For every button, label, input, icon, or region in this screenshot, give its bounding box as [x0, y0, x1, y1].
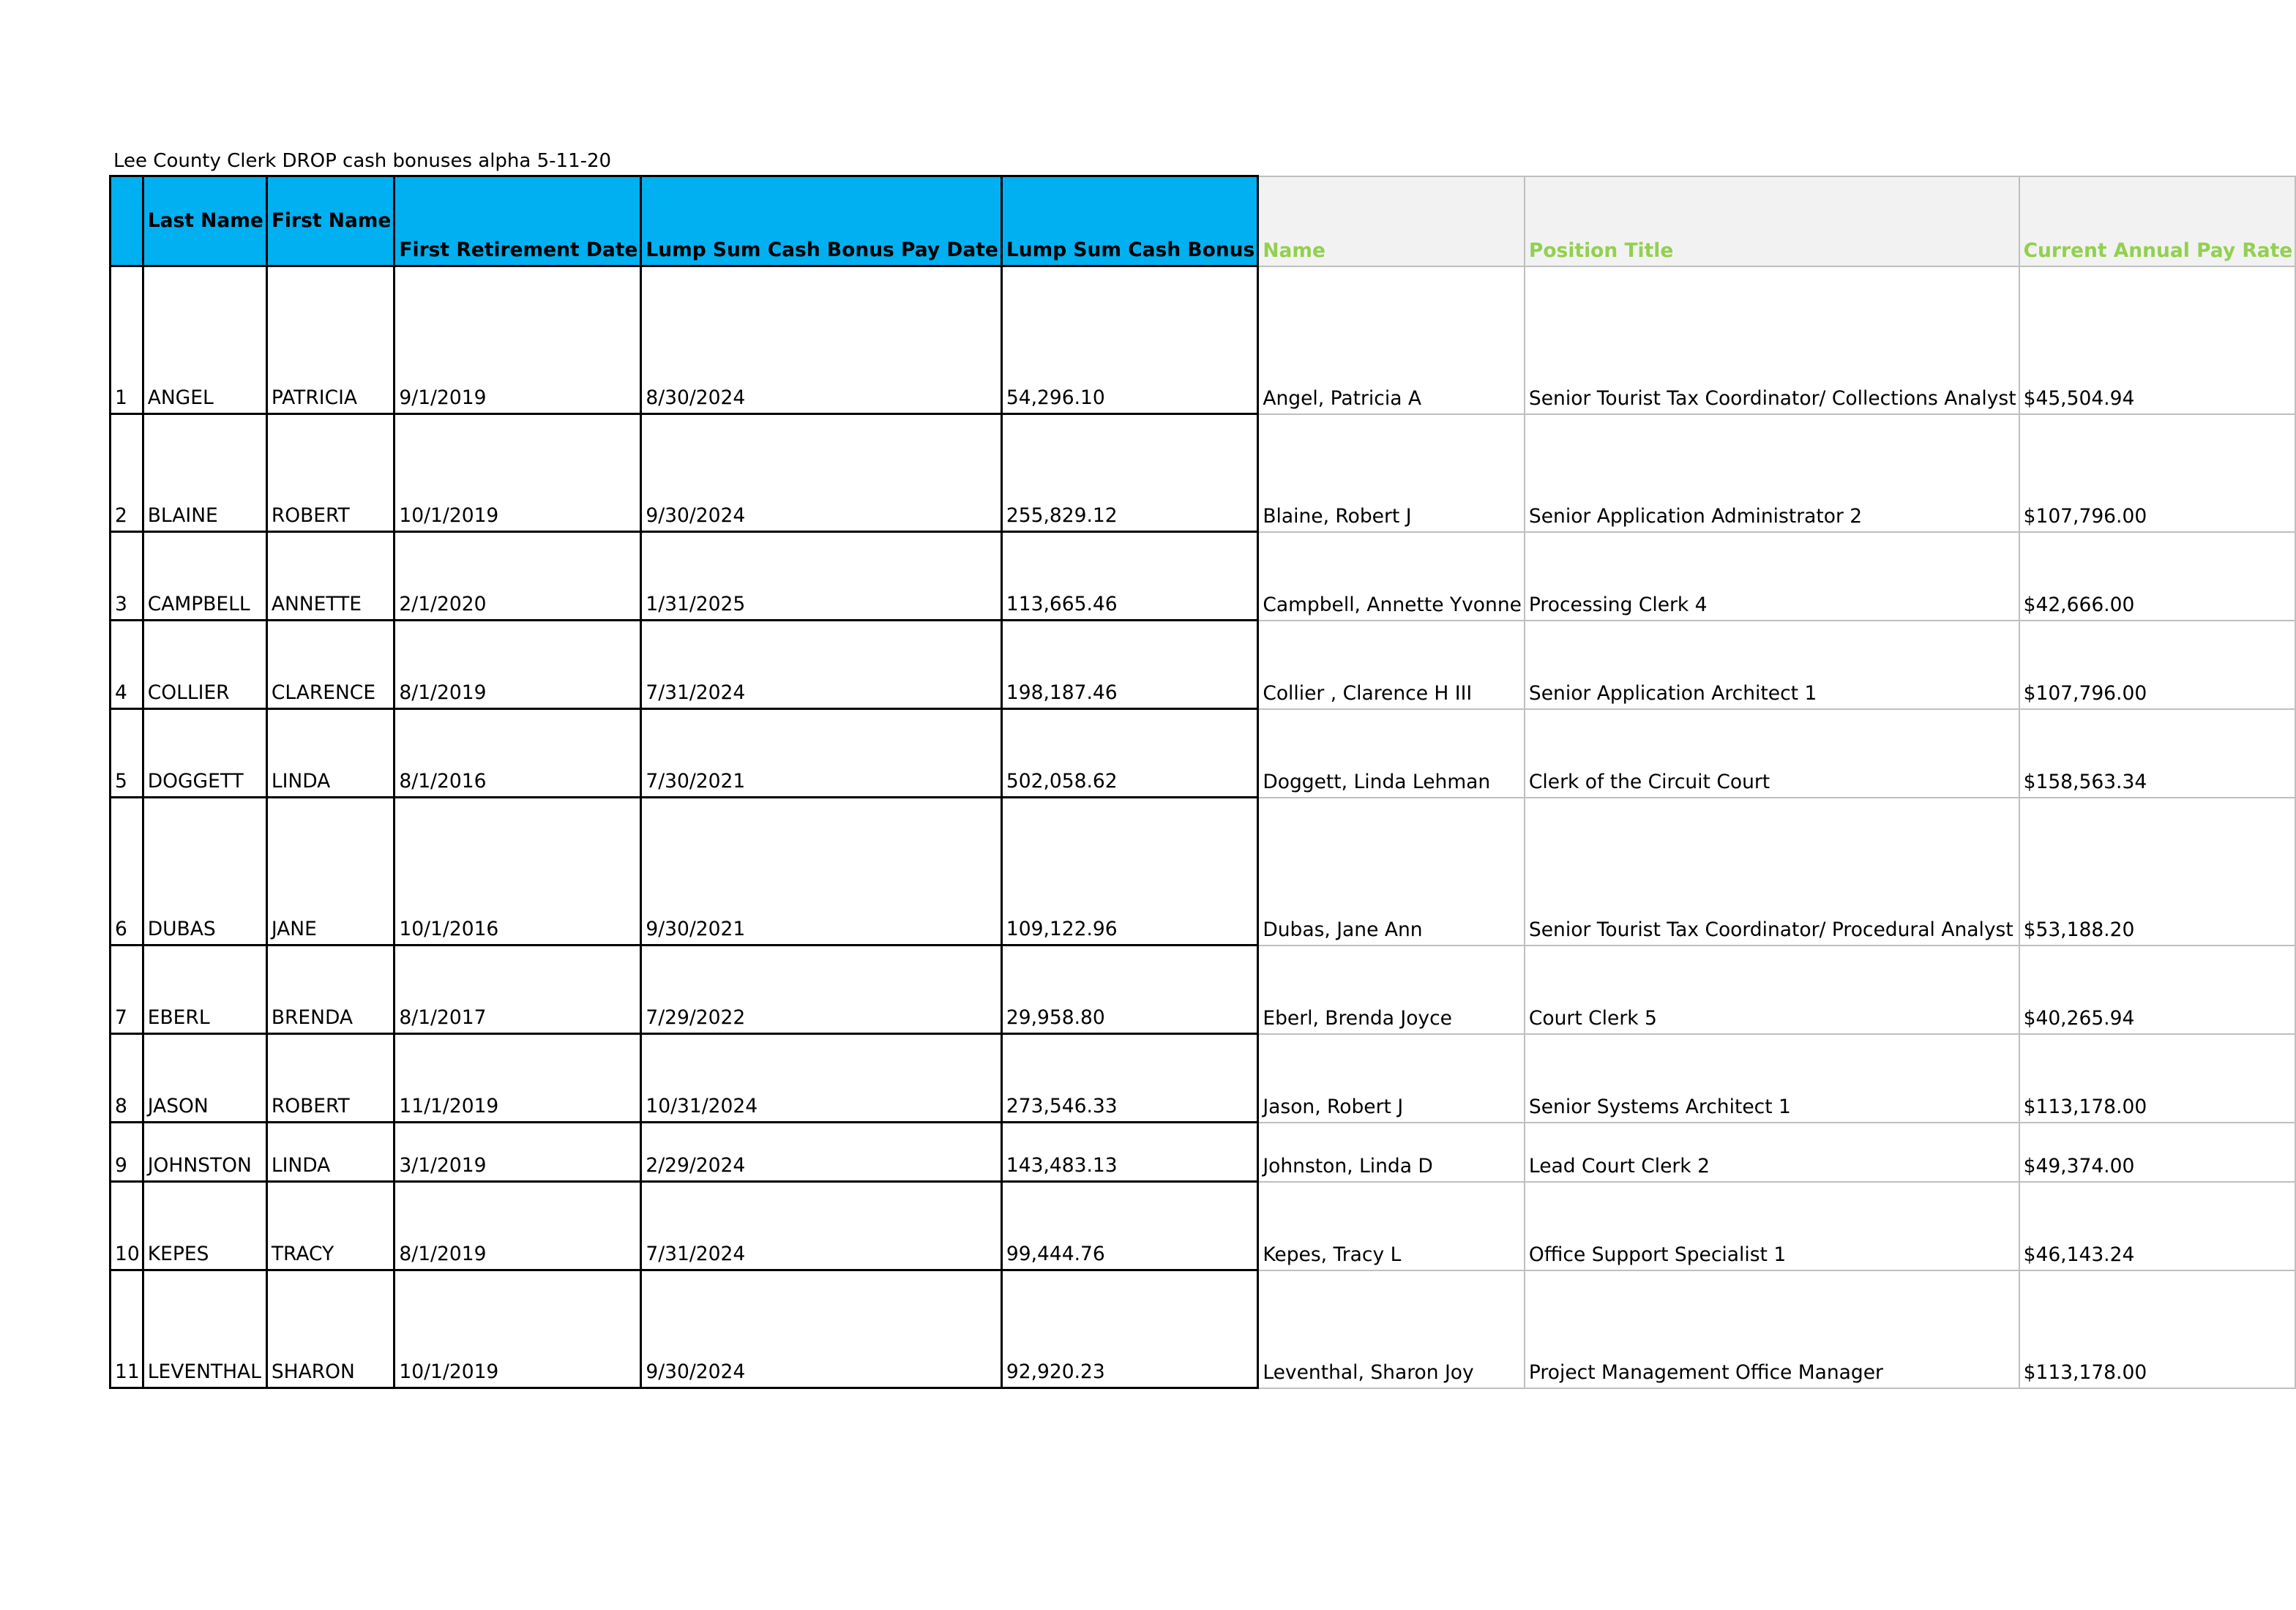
pay-rate-cell: $46,143.24 [2019, 1182, 2296, 1270]
header-lump-sum-pay-date: Lump Sum Cash Bonus Pay Date [641, 176, 1001, 266]
name-cell: Doggett, Linda Lehman [1258, 709, 1525, 798]
header-position-title: Position Title [1525, 176, 2019, 266]
pay-rate-cell: $113,178.00 [2019, 1034, 2296, 1123]
cash-bonus-cell: 29,958.80 [1001, 946, 1257, 1034]
row-index: 3 [111, 532, 143, 621]
table-row [111, 946, 2296, 1034]
drop-bonus-table [109, 175, 2296, 1389]
retirement-date-cell: 8/1/2019 [394, 621, 641, 709]
pay-date-cell: 2/29/2024 [641, 1123, 1001, 1182]
last-name-cell: CAMPBELL [143, 532, 266, 621]
name-cell: Dubas, Jane Ann [1258, 798, 1525, 946]
pay-rate-cell: $158,563.34 [2019, 709, 2296, 798]
row-index: 7 [111, 946, 143, 1034]
last-name-cell: BLAINE [143, 414, 266, 532]
name-cell: Johnston, Linda D [1258, 1123, 1525, 1182]
table-row [111, 532, 2296, 621]
pay-rate-cell: $42,666.00 [2019, 532, 2296, 621]
cash-bonus-cell: 109,122.96 [1001, 798, 1257, 946]
retirement-date-cell: 9/1/2019 [394, 266, 641, 414]
last-name-cell: DOGGETT [143, 709, 266, 798]
retirement-date-cell: 8/1/2019 [394, 1182, 641, 1270]
position-title-cell: Senior Systems Architect 1 [1525, 1034, 2019, 1123]
table-row [111, 1034, 2296, 1123]
position-title-cell: Office Support Specialist 1 [1525, 1182, 2019, 1270]
table-row [111, 266, 2296, 414]
position-title-cell: Project Management Office Manager [1525, 1270, 2019, 1388]
table-row [111, 1270, 2296, 1388]
first-name-cell: ROBERT [266, 1034, 394, 1123]
table-row [111, 1123, 2296, 1182]
document-title: Lee County Clerk DROP cash bonuses alpha 5-11-20 [113, 150, 612, 172]
retirement-date-cell: 10/1/2019 [394, 414, 641, 532]
first-name-cell: LINDA [266, 1123, 394, 1182]
position-title-cell: Court Clerk 5 [1525, 946, 2019, 1034]
first-name-cell: TRACY [266, 1182, 394, 1270]
position-title-cell: Lead Court Clerk 2 [1525, 1123, 2019, 1182]
header-first-retirement-date: First Retirement Date [394, 176, 641, 266]
pay-date-cell: 8/30/2024 [641, 266, 1001, 414]
header-last-name: Last Name [143, 176, 266, 266]
position-title-cell: Clerk of the Circuit Court [1525, 709, 2019, 798]
table-row [111, 798, 2296, 946]
first-name-cell: CLARENCE [266, 621, 394, 709]
name-cell: Leventhal, Sharon Joy [1258, 1270, 1525, 1388]
retirement-date-cell: 2/1/2020 [394, 532, 641, 621]
pay-date-cell: 10/31/2024 [641, 1034, 1001, 1123]
last-name-cell: KEPES [143, 1182, 266, 1270]
position-title-cell: Senior Tourist Tax Coordinator/ Procedural Analyst [1525, 798, 2019, 946]
row-index: 2 [111, 414, 143, 532]
table-row [111, 1182, 2296, 1270]
pay-rate-cell: $40,265.94 [2019, 946, 2296, 1034]
cash-bonus-cell: 273,546.33 [1001, 1034, 1257, 1123]
pay-rate-cell: $107,796.00 [2019, 414, 2296, 532]
cash-bonus-cell: 198,187.46 [1001, 621, 1257, 709]
row-index: 1 [111, 266, 143, 414]
name-cell: Campbell, Annette Yvonne [1258, 532, 1525, 621]
retirement-date-cell: 11/1/2019 [394, 1034, 641, 1123]
last-name-cell: COLLIER [143, 621, 266, 709]
first-name-cell: ROBERT [266, 414, 394, 532]
name-cell: Jason, Robert J [1258, 1034, 1525, 1123]
name-cell: Blaine, Robert J [1258, 414, 1525, 532]
header-name: Name [1258, 176, 1525, 266]
name-cell: Collier , Clarence H III [1258, 621, 1525, 709]
last-name-cell: EBERL [143, 946, 266, 1034]
pay-date-cell: 7/31/2024 [641, 1182, 1001, 1270]
cash-bonus-cell: 92,920.23 [1001, 1270, 1257, 1388]
cash-bonus-cell: 143,483.13 [1001, 1123, 1257, 1182]
name-cell: Angel, Patricia A [1258, 266, 1525, 414]
retirement-date-cell: 10/1/2016 [394, 798, 641, 946]
last-name-cell: JASON [143, 1034, 266, 1123]
row-index: 8 [111, 1034, 143, 1123]
position-title-cell: Processing Clerk 4 [1525, 532, 2019, 621]
header-index [111, 176, 143, 266]
first-name-cell: BRENDA [266, 946, 394, 1034]
first-name-cell: JANE [266, 798, 394, 946]
first-name-cell: ANNETTE [266, 532, 394, 621]
cash-bonus-cell: 54,296.10 [1001, 266, 1257, 414]
pay-date-cell: 7/29/2022 [641, 946, 1001, 1034]
pay-date-cell: 7/30/2021 [641, 709, 1001, 798]
name-cell: Kepes, Tracy L [1258, 1182, 1525, 1270]
pay-date-cell: 1/31/2025 [641, 532, 1001, 621]
table-row [111, 621, 2296, 709]
last-name-cell: LEVENTHAL [143, 1270, 266, 1388]
pay-date-cell: 9/30/2021 [641, 798, 1001, 946]
pay-rate-cell: $53,188.20 [2019, 798, 2296, 946]
retirement-date-cell: 10/1/2019 [394, 1270, 641, 1388]
last-name-cell: ANGEL [143, 266, 266, 414]
retirement-date-cell: 8/1/2016 [394, 709, 641, 798]
name-cell: Eberl, Brenda Joyce [1258, 946, 1525, 1034]
cash-bonus-cell: 255,829.12 [1001, 414, 1257, 532]
last-name-cell: DUBAS [143, 798, 266, 946]
first-name-cell: SHARON [266, 1270, 394, 1388]
header-first-name: First Name [266, 176, 394, 266]
row-index: 6 [111, 798, 143, 946]
pay-date-cell: 9/30/2024 [641, 1270, 1001, 1388]
last-name-cell: JOHNSTON [143, 1123, 266, 1182]
cash-bonus-cell: 113,665.46 [1001, 532, 1257, 621]
pay-rate-cell: $113,178.00 [2019, 1270, 2296, 1388]
header-lump-sum-cash-bonus: Lump Sum Cash Bonus [1001, 176, 1257, 266]
row-index: 4 [111, 621, 143, 709]
header-current-annual-pay-rate: Current Annual Pay Rate [2019, 176, 2296, 266]
retirement-date-cell: 8/1/2017 [394, 946, 641, 1034]
position-title-cell: Senior Application Administrator 2 [1525, 414, 2019, 532]
pay-rate-cell: $49,374.00 [2019, 1123, 2296, 1182]
pay-rate-cell: $107,796.00 [2019, 621, 2296, 709]
table-row [111, 414, 2296, 532]
row-index: 9 [111, 1123, 143, 1182]
header-row [111, 176, 2296, 266]
first-name-cell: LINDA [266, 709, 394, 798]
row-index: 10 [111, 1182, 143, 1270]
first-name-cell: PATRICIA [266, 266, 394, 414]
pay-rate-cell: $45,504.94 [2019, 266, 2296, 414]
pay-date-cell: 9/30/2024 [641, 414, 1001, 532]
row-index: 11 [111, 1270, 143, 1388]
position-title-cell: Senior Application Architect 1 [1525, 621, 2019, 709]
cash-bonus-cell: 99,444.76 [1001, 1182, 1257, 1270]
cash-bonus-cell: 502,058.62 [1001, 709, 1257, 798]
table-row [111, 709, 2296, 798]
position-title-cell: Senior Tourist Tax Coordinator/ Collections Analyst [1525, 266, 2019, 414]
row-index: 5 [111, 709, 143, 798]
pay-date-cell: 7/31/2024 [641, 621, 1001, 709]
retirement-date-cell: 3/1/2019 [394, 1123, 641, 1182]
